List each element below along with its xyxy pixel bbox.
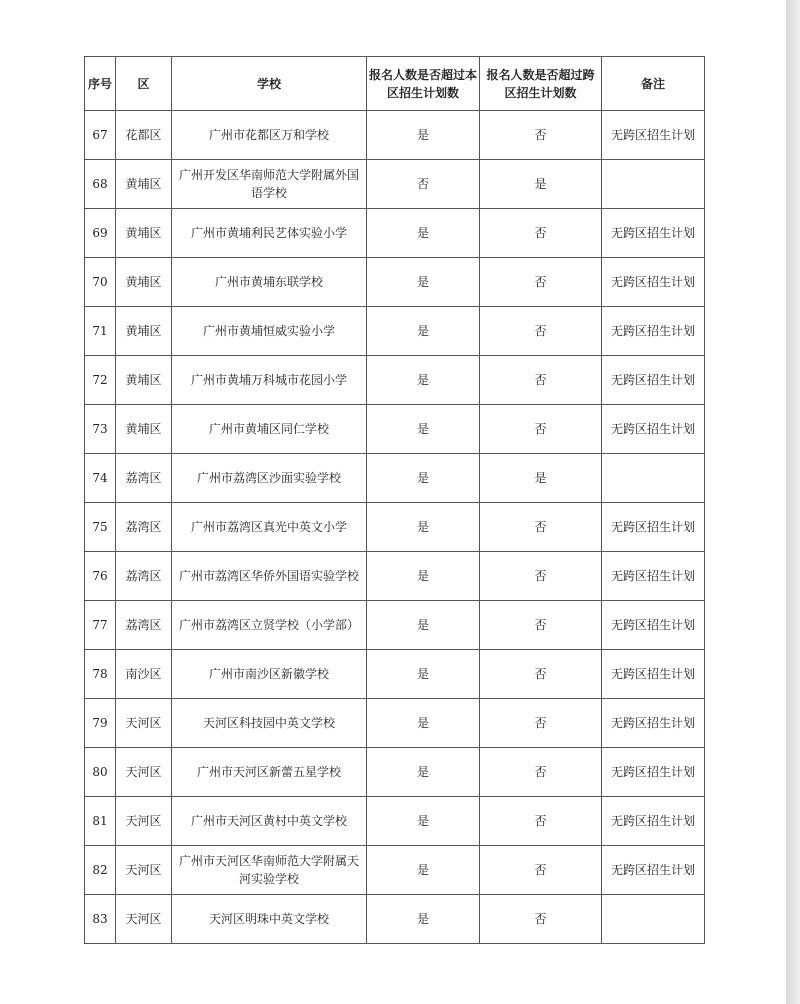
header-remark: 备注 — [602, 57, 705, 111]
cell-school: 广州市黄埔利民艺体实验小学 — [172, 209, 367, 258]
cell-school: 广州市花都区万和学校 — [172, 111, 367, 160]
cell-remark: 无跨区招生计划 — [602, 699, 705, 748]
cell-remark: 无跨区招生计划 — [602, 209, 705, 258]
table-row — [85, 503, 705, 552]
cell-remark: 无跨区招生计划 — [602, 846, 705, 895]
cell-exceed-local: 是 — [367, 797, 480, 846]
cell-exceed-cross: 否 — [480, 552, 602, 601]
table-row — [85, 650, 705, 699]
table-row — [85, 111, 705, 160]
cell-exceed-cross: 否 — [480, 699, 602, 748]
header-exceed-cross: 报名人数是否超过跨区招生计划数 — [480, 57, 602, 111]
header-school: 学校 — [172, 57, 367, 111]
cell-index: 79 — [85, 699, 116, 748]
cell-remark: 无跨区招生计划 — [602, 552, 705, 601]
header-exceed-local: 报名人数是否超过本区招生计划数 — [367, 57, 480, 111]
cell-exceed-local: 是 — [367, 699, 480, 748]
cell-district: 黄埔区 — [116, 160, 172, 209]
cell-exceed-local: 是 — [367, 503, 480, 552]
table-row — [85, 748, 705, 797]
cell-school: 广州市南沙区新徽学校 — [172, 650, 367, 699]
cell-remark: 无跨区招生计划 — [602, 258, 705, 307]
cell-exceed-cross: 否 — [480, 111, 602, 160]
cell-school: 广州市荔湾区真光中英文小学 — [172, 503, 367, 552]
cell-exceed-local: 是 — [367, 111, 480, 160]
table-row — [85, 356, 705, 405]
cell-district: 天河区 — [116, 895, 172, 944]
cell-index: 67 — [85, 111, 116, 160]
header-district: 区 — [116, 57, 172, 111]
cell-exceed-cross: 否 — [480, 895, 602, 944]
table-row — [85, 307, 705, 356]
cell-exceed-local: 是 — [367, 846, 480, 895]
admission-table — [84, 56, 705, 944]
cell-district: 天河区 — [116, 699, 172, 748]
cell-exceed-cross: 否 — [480, 503, 602, 552]
cell-district: 南沙区 — [116, 650, 172, 699]
cell-exceed-cross: 否 — [480, 307, 602, 356]
cell-district: 天河区 — [116, 748, 172, 797]
cell-district: 荔湾区 — [116, 601, 172, 650]
cell-exceed-local: 是 — [367, 356, 480, 405]
cell-remark — [602, 895, 705, 944]
cell-exceed-cross: 是 — [480, 160, 602, 209]
cell-index: 72 — [85, 356, 116, 405]
cell-index: 77 — [85, 601, 116, 650]
cell-remark: 无跨区招生计划 — [602, 503, 705, 552]
cell-index: 80 — [85, 748, 116, 797]
table-row — [85, 454, 705, 503]
cell-exceed-cross: 否 — [480, 356, 602, 405]
cell-exceed-local: 是 — [367, 258, 480, 307]
cell-remark: 无跨区招生计划 — [602, 307, 705, 356]
cell-district: 荔湾区 — [116, 503, 172, 552]
cell-remark: 无跨区招生计划 — [602, 111, 705, 160]
table-row — [85, 258, 705, 307]
cell-index: 68 — [85, 160, 116, 209]
table-row — [85, 405, 705, 454]
cell-remark: 无跨区招生计划 — [602, 797, 705, 846]
cell-exceed-local: 是 — [367, 650, 480, 699]
cell-district: 荔湾区 — [116, 552, 172, 601]
cell-remark: 无跨区招生计划 — [602, 650, 705, 699]
cell-district: 黄埔区 — [116, 405, 172, 454]
cell-district: 黄埔区 — [116, 356, 172, 405]
cell-exceed-local: 是 — [367, 209, 480, 258]
table-row — [85, 846, 705, 895]
cell-school: 广州市天河区新蕾五星学校 — [172, 748, 367, 797]
cell-remark — [602, 160, 705, 209]
page-edge-shadow — [786, 0, 800, 1004]
cell-exceed-local: 是 — [367, 601, 480, 650]
cell-index: 69 — [85, 209, 116, 258]
cell-school: 广州市黄埔恒威实验小学 — [172, 307, 367, 356]
cell-exceed-cross: 否 — [480, 846, 602, 895]
header-index: 序号 — [85, 57, 116, 111]
cell-exceed-local: 是 — [367, 307, 480, 356]
table-header-row — [85, 57, 705, 111]
cell-exceed-cross: 否 — [480, 405, 602, 454]
cell-remark: 无跨区招生计划 — [602, 748, 705, 797]
cell-district: 黄埔区 — [116, 307, 172, 356]
cell-exceed-cross: 否 — [480, 797, 602, 846]
cell-exceed-local: 否 — [367, 160, 480, 209]
table-row — [85, 601, 705, 650]
cell-exceed-local: 是 — [367, 454, 480, 503]
table-row — [85, 552, 705, 601]
cell-school: 广州市黄埔万科城市花园小学 — [172, 356, 367, 405]
cell-exceed-cross: 是 — [480, 454, 602, 503]
cell-remark — [602, 454, 705, 503]
cell-index: 71 — [85, 307, 116, 356]
cell-school: 广州市荔湾区华侨外国语实验学校 — [172, 552, 367, 601]
cell-remark: 无跨区招生计划 — [602, 405, 705, 454]
cell-school: 广州市天河区黄村中英文学校 — [172, 797, 367, 846]
cell-school: 广州市黄埔区同仁学校 — [172, 405, 367, 454]
cell-index: 82 — [85, 846, 116, 895]
cell-index: 81 — [85, 797, 116, 846]
cell-exceed-local: 是 — [367, 405, 480, 454]
table-row — [85, 895, 705, 944]
cell-school: 广州市荔湾区沙面实验学校 — [172, 454, 367, 503]
cell-remark: 无跨区招生计划 — [602, 601, 705, 650]
cell-district: 天河区 — [116, 797, 172, 846]
cell-index: 75 — [85, 503, 116, 552]
cell-exceed-cross: 否 — [480, 209, 602, 258]
cell-remark: 无跨区招生计划 — [602, 356, 705, 405]
cell-exceed-cross: 否 — [480, 650, 602, 699]
cell-exceed-local: 是 — [367, 552, 480, 601]
cell-school: 广州市荔湾区立贤学校（小学部） — [172, 601, 367, 650]
cell-index: 74 — [85, 454, 116, 503]
cell-school: 广州市黄埔东联学校 — [172, 258, 367, 307]
cell-exceed-local: 是 — [367, 895, 480, 944]
cell-school: 天河区科技园中英文学校 — [172, 699, 367, 748]
table-row — [85, 699, 705, 748]
cell-index: 76 — [85, 552, 116, 601]
cell-index: 83 — [85, 895, 116, 944]
cell-district: 花都区 — [116, 111, 172, 160]
cell-district: 天河区 — [116, 846, 172, 895]
cell-exceed-local: 是 — [367, 748, 480, 797]
cell-district: 荔湾区 — [116, 454, 172, 503]
cell-exceed-cross: 否 — [480, 601, 602, 650]
cell-exceed-cross: 否 — [480, 258, 602, 307]
cell-school: 广州开发区华南师范大学附属外国语学校 — [172, 160, 367, 209]
table-row — [85, 160, 705, 209]
cell-index: 78 — [85, 650, 116, 699]
cell-school: 广州市天河区华南师范大学附属天河实验学校 — [172, 846, 367, 895]
cell-district: 黄埔区 — [116, 258, 172, 307]
cell-school: 天河区明珠中英文学校 — [172, 895, 367, 944]
table-row — [85, 797, 705, 846]
cell-exceed-cross: 否 — [480, 748, 602, 797]
table-row — [85, 209, 705, 258]
cell-index: 73 — [85, 405, 116, 454]
cell-index: 70 — [85, 258, 116, 307]
cell-district: 黄埔区 — [116, 209, 172, 258]
